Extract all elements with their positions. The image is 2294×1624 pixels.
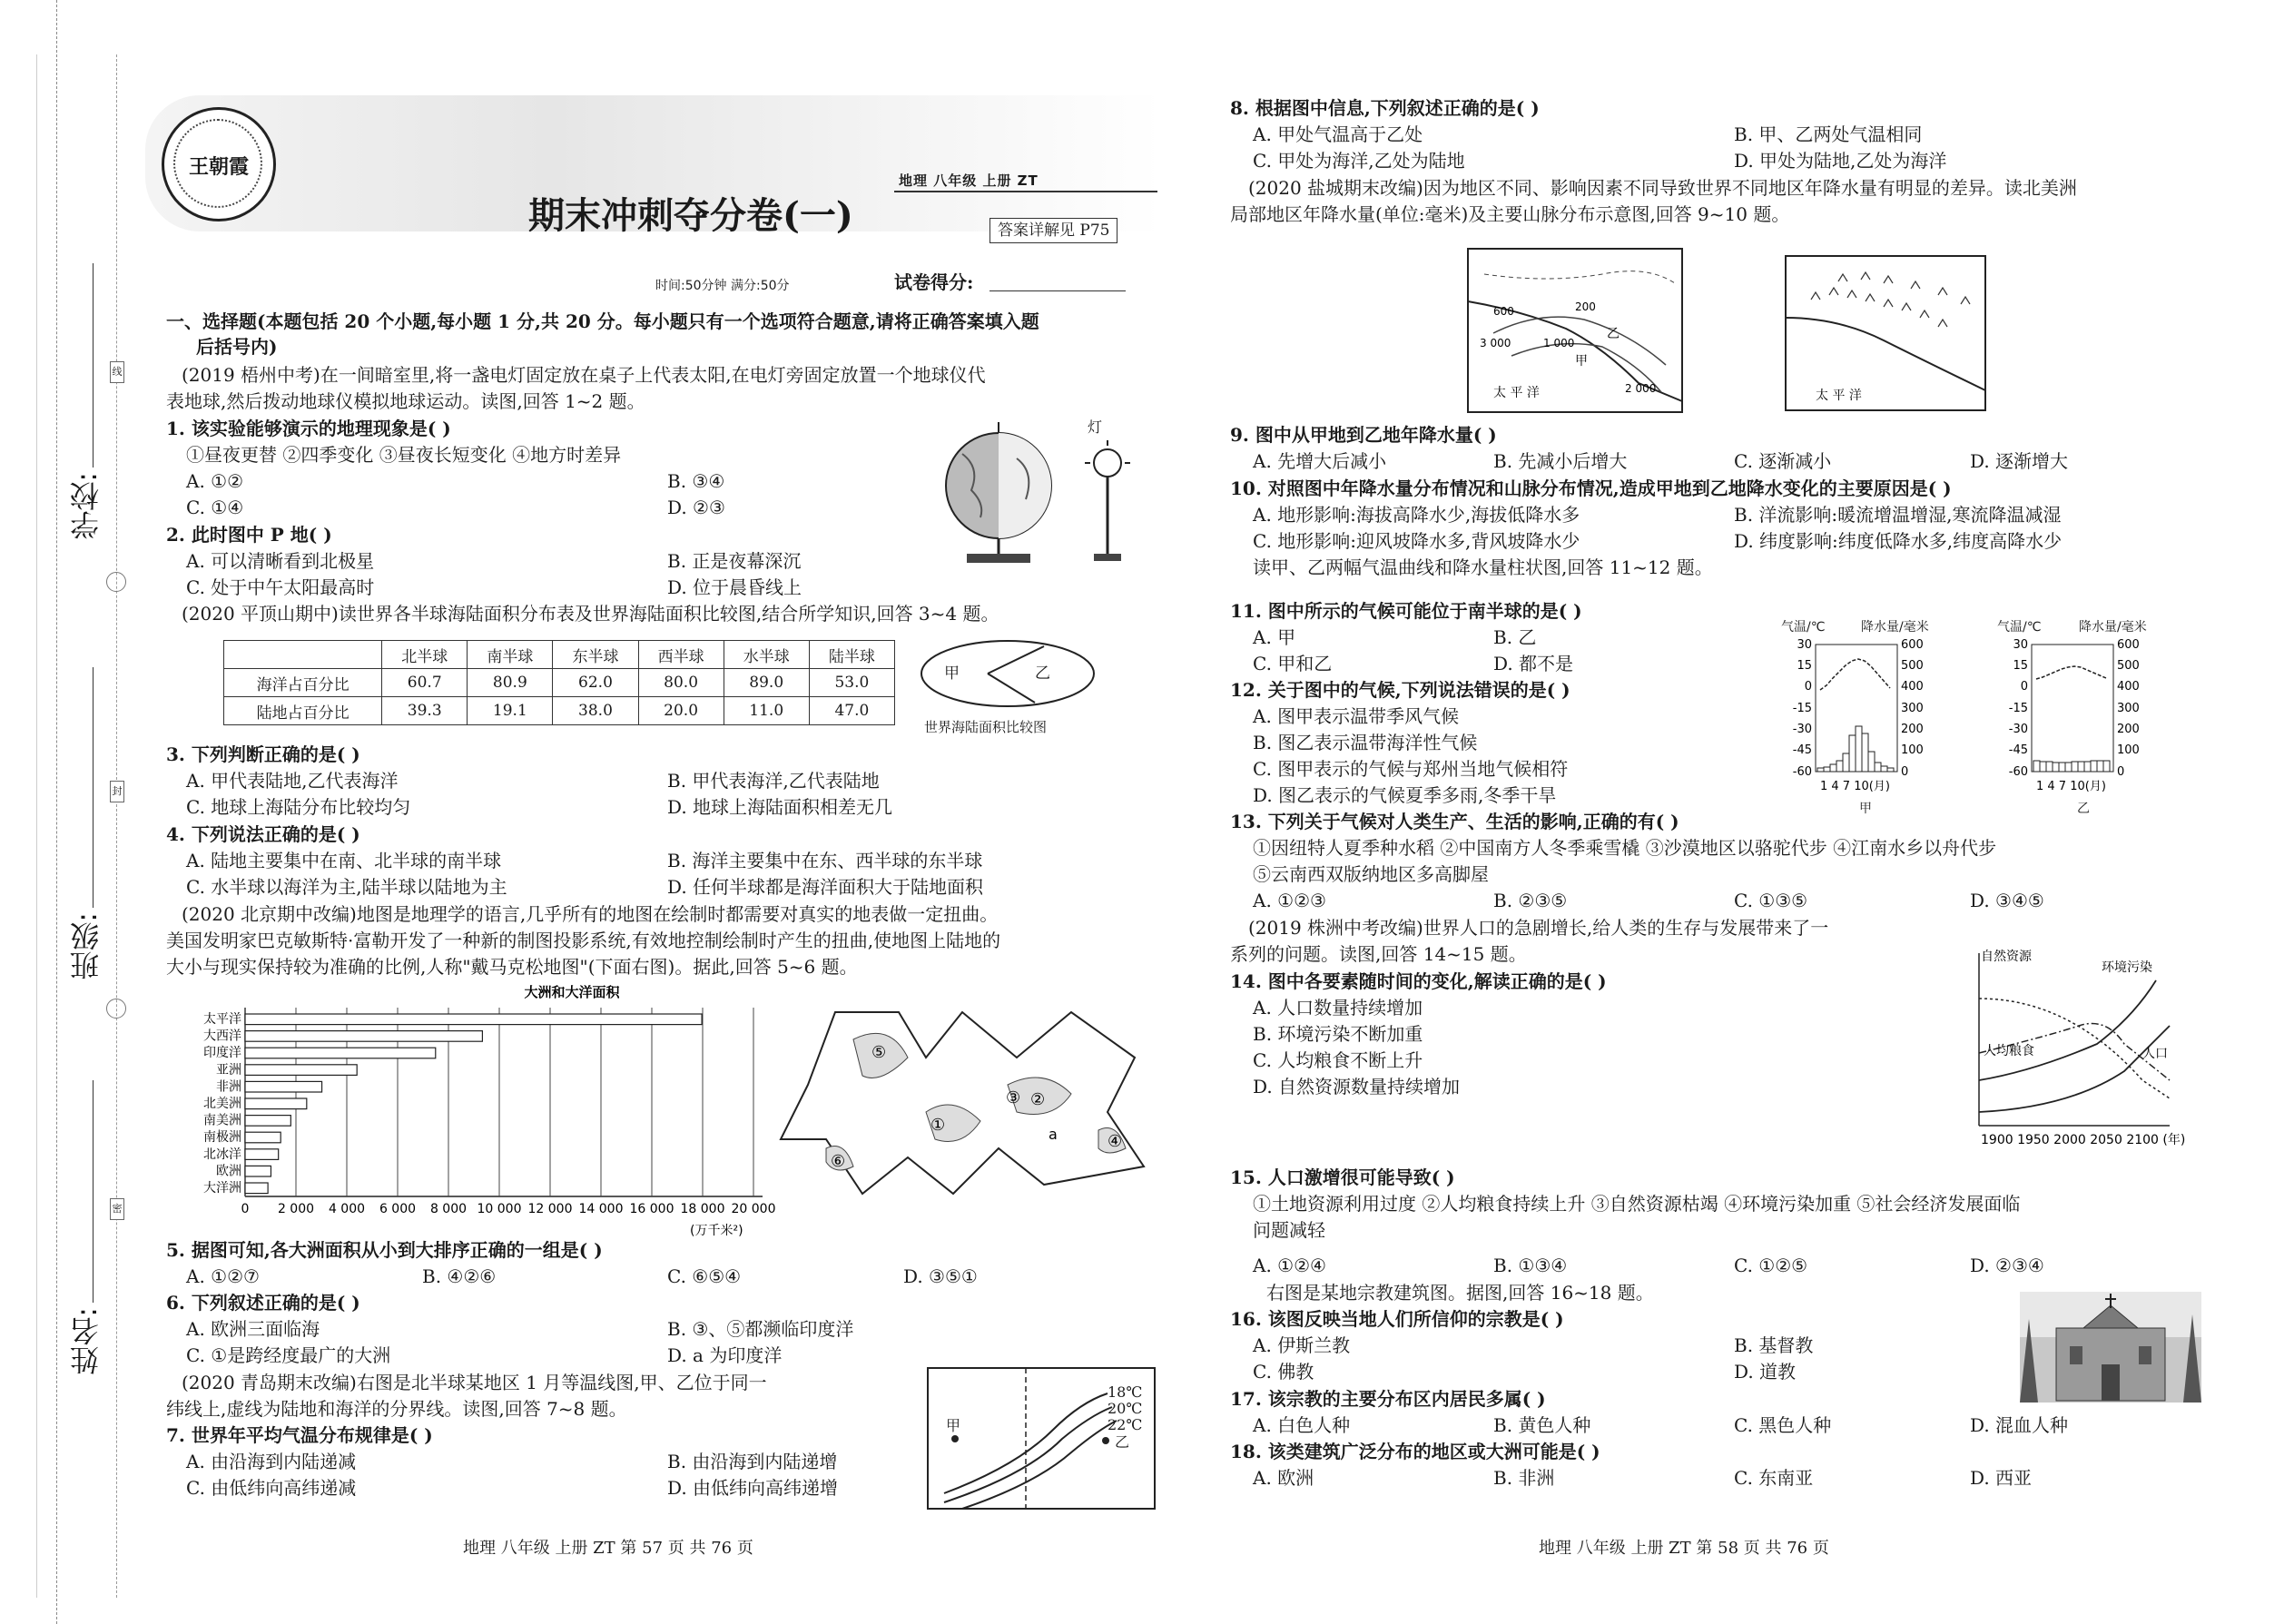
tick: 30 bbox=[2013, 638, 2028, 652]
table-cell bbox=[224, 641, 382, 669]
table-cell: 海洋占百分比 bbox=[224, 669, 382, 697]
seal-box-3: 密 bbox=[110, 1198, 124, 1220]
table-cell: 东半球 bbox=[553, 641, 638, 669]
q13-items-2: ⑤云南西双版纳地区多高脚屋 bbox=[1253, 863, 1489, 885]
q9-option-c[interactable]: C. 逐渐减小 bbox=[1734, 450, 1832, 472]
pie-label-jia: 甲 bbox=[944, 664, 960, 683]
x-tick-label: 2 000 bbox=[277, 1202, 315, 1216]
chart-x-label: (万千米²) bbox=[690, 1224, 743, 1238]
map-label-1: ① bbox=[930, 1116, 946, 1135]
climate-jia-temp-label: 气温/℃ bbox=[1781, 620, 1826, 635]
climate-chart-jia bbox=[1779, 635, 1947, 799]
tick: 500 bbox=[2117, 659, 2140, 673]
iso-200: 200 bbox=[1575, 300, 1596, 313]
iso-1000: 1 000 bbox=[1543, 337, 1575, 349]
map-yi: 乙 bbox=[1607, 327, 1620, 341]
intro-7-8-cont: 纬线上,虚线为陆地和海洋的分界线。读图,回答 7~8 题。 bbox=[166, 1398, 627, 1420]
q14-option-b[interactable]: B. 环境污染不断加重 bbox=[1253, 1023, 1423, 1045]
name-label: 姓名: bbox=[69, 1307, 103, 1375]
table-cell: 11.0 bbox=[724, 697, 809, 725]
mountain-map bbox=[1784, 254, 1988, 413]
q8-option-b[interactable]: B. 甲、乙两处气温相同 bbox=[1734, 123, 1923, 145]
page-title: 期末冲刺夺分卷(一) bbox=[528, 194, 853, 237]
q8-option-c[interactable]: C. 甲处为海洋,乙处为陆地 bbox=[1253, 150, 1465, 172]
q18-option-a[interactable]: A. 欧洲 bbox=[1253, 1467, 1314, 1489]
x-tick-label: 12 000 bbox=[527, 1202, 573, 1216]
q6-option-b[interactable]: B. ③、⑤都濒临印度洋 bbox=[667, 1318, 854, 1340]
section-heading: 一、选择题(本题包括 20 个小题,每小题 1 分,共 20 分。每小题只有一个选项符合题意,请将正确答案填入题 bbox=[166, 310, 1039, 332]
tick: 200 bbox=[1901, 723, 1924, 736]
q7-stem: 7. 世界年平均气温分布规律是( ) bbox=[166, 1424, 433, 1446]
tick: -30 bbox=[1792, 723, 1812, 736]
q1-stem: 1. 该实验能够演示的地理现象是( ) bbox=[166, 418, 451, 439]
school-label: 学校: bbox=[69, 472, 103, 540]
tick: 15 bbox=[2013, 659, 2028, 673]
q15-option-b[interactable]: B. ①③④ bbox=[1493, 1255, 1568, 1276]
q14-stem: 14. 图中各要素随时间的变化,解读正确的是( ) bbox=[1230, 970, 1607, 992]
table-cell: 53.0 bbox=[809, 669, 894, 697]
x-tick-label: 6 000 bbox=[379, 1202, 417, 1216]
tick: 400 bbox=[1901, 680, 1924, 694]
q1-items: ①昼夜更替 ②四季变化 ③昼夜长短变化 ④地方时差异 bbox=[186, 444, 622, 466]
tick: -60 bbox=[2008, 765, 2028, 779]
table-cell: 西半球 bbox=[638, 641, 724, 669]
q3-option-b[interactable]: B. 甲代表海洋,乙代表陆地 bbox=[667, 770, 880, 792]
q4-option-c[interactable]: C. 水半球以海洋为主,陆半球以陆地为主 bbox=[186, 876, 507, 898]
pop-label-food: 人均粮食 bbox=[1984, 1044, 2034, 1058]
tick: -15 bbox=[2008, 702, 2028, 715]
tick: -45 bbox=[2008, 743, 2028, 757]
bar-非洲 bbox=[245, 1081, 322, 1092]
population-chart bbox=[1961, 944, 2210, 1148]
tick: -30 bbox=[2008, 723, 2028, 736]
category-label: 北美洲 bbox=[203, 1097, 241, 1111]
score-field[interactable] bbox=[989, 290, 1126, 291]
intro-9-10: (2020 盐城期末改编)因为地区不同、影响因素不同导致世界不同地区年降水量有明显的差异。读北美洲 bbox=[1248, 177, 2077, 199]
q18-option-d[interactable]: D. 西亚 bbox=[1970, 1467, 2033, 1489]
binding-line bbox=[56, 0, 57, 1624]
table-cell: 20.0 bbox=[638, 697, 724, 725]
q13-stem: 13. 下列关于气候对人类生产、生活的影响,正确的有( ) bbox=[1230, 811, 1679, 832]
q15-stem: 15. 人口激增很可能导致( ) bbox=[1230, 1166, 1455, 1188]
climate-chart-yi bbox=[1995, 635, 2163, 799]
x-tick-label: 18 000 bbox=[680, 1202, 725, 1216]
score-label: 试卷得分: bbox=[894, 271, 974, 293]
q17-option-c[interactable]: C. 黑色人种 bbox=[1734, 1414, 1832, 1436]
bar-南美洲 bbox=[245, 1116, 290, 1127]
map-jia: 甲 bbox=[1575, 354, 1588, 369]
map-label-5: ⑤ bbox=[871, 1043, 887, 1062]
seal-line bbox=[116, 54, 117, 1598]
q11-option-b[interactable]: B. 乙 bbox=[1493, 626, 1537, 648]
church-photo bbox=[2020, 1292, 2201, 1403]
map-label-3: ③ bbox=[1006, 1088, 1021, 1107]
chart-title: 大洲和大洋面积 bbox=[524, 984, 620, 1000]
q18-option-b[interactable]: B. 非洲 bbox=[1493, 1467, 1555, 1489]
table-row bbox=[224, 697, 895, 725]
category-label: 非洲 bbox=[216, 1079, 241, 1095]
x-tick-label: 8 000 bbox=[429, 1202, 468, 1216]
table-header-row bbox=[224, 641, 895, 669]
q5-option-d[interactable]: D. ③⑤① bbox=[903, 1265, 978, 1287]
table-row bbox=[224, 669, 895, 697]
map-ocean-1: 太 平 洋 bbox=[1493, 386, 1540, 400]
x-tick-label: 0 bbox=[241, 1202, 250, 1216]
section-heading-2: 后括号内) bbox=[196, 336, 278, 358]
globe-lamp-figure bbox=[926, 418, 1153, 567]
q1-option-d[interactable]: D. ②③ bbox=[667, 497, 725, 518]
q15-items: ①土地资源利用过度 ②人均粮食持续上升 ③自然资源枯竭 ④环境污染加重 ⑤社会经济发展面临 bbox=[1253, 1193, 2021, 1215]
q5-option-b[interactable]: B. ④②⑥ bbox=[422, 1265, 497, 1287]
q13-items: ①因纽特人夏季种水稻 ②中国南方人冬季乘雪橇 ③沙漠地区以骆驼代步 ④江南水乡以舟代步 bbox=[1253, 837, 1997, 859]
q5-stem: 5. 据图可知,各大洲面积从小到大排序正确的一组是( ) bbox=[166, 1239, 603, 1261]
q10-option-b[interactable]: B. 洋流影响:暖流增温增湿,寒流降温减湿 bbox=[1734, 504, 2062, 526]
intro-5-6-cont2: 大小与现实保持较为准确的比例,人称"戴马克松地图"(下面右图)。据此,回答 5~6 题。 bbox=[166, 956, 858, 978]
bar-北冰洋 bbox=[245, 1149, 279, 1160]
bar-南极洲 bbox=[245, 1132, 281, 1143]
climate-caption-jia: 甲 bbox=[1859, 802, 1872, 816]
q11-option-a[interactable]: A. 甲 bbox=[1253, 626, 1296, 648]
bar-大洋洲 bbox=[245, 1183, 268, 1194]
q5-option-c[interactable]: C. ⑥⑤④ bbox=[667, 1265, 742, 1287]
q2-option-d[interactable]: D. 位于晨昏线上 bbox=[667, 576, 802, 598]
q2-stem: 2. 此时图中 P 地( ) bbox=[166, 524, 332, 546]
isotherm-20: 20℃ bbox=[1108, 1400, 1143, 1417]
x-tick-label: 14 000 bbox=[578, 1202, 624, 1216]
category-label: 太平洋 bbox=[203, 1012, 241, 1027]
category-label: 欧洲 bbox=[216, 1164, 241, 1179]
iso-600: 600 bbox=[1493, 305, 1514, 318]
q7-option-d[interactable]: D. 由低纬向高纬递增 bbox=[667, 1477, 839, 1499]
q3-stem: 3. 下列判断正确的是( ) bbox=[166, 743, 360, 765]
tick: 0 bbox=[1804, 680, 1812, 694]
table-cell: 89.0 bbox=[724, 669, 809, 697]
q16-option-c[interactable]: C. 佛教 bbox=[1253, 1361, 1314, 1383]
q17-option-d[interactable]: D. 混血人种 bbox=[1970, 1414, 2069, 1436]
pie-caption: 世界海陆面积比较图 bbox=[924, 719, 1048, 735]
footer-right: 地理 八年级 上册 ZT 第 58 页 共 76 页 bbox=[1539, 1539, 1829, 1558]
intro-3-4: (2020 平顶山期中)读世界各半球海陆面积分布表及世界海陆面积比较图,结合所学知识,回答 3~4 题。 bbox=[182, 603, 999, 625]
tick: 30 bbox=[1797, 638, 1812, 652]
iso-label-yi: 乙 bbox=[1115, 1433, 1130, 1451]
q15-option-a[interactable]: A. ①②④ bbox=[1253, 1255, 1326, 1276]
category-label: 北冰洋 bbox=[203, 1147, 241, 1162]
month-ticks: 1 4 7 10(月) bbox=[2036, 780, 2106, 793]
category-label: 亚洲 bbox=[216, 1062, 241, 1078]
tick: 0 bbox=[2117, 765, 2125, 779]
intro-1-2: (2019 梧州中考)在一间暗室里,将一盏电灯固定放在桌子上代表太阳,在电灯旁固定放置一个地球仪代 bbox=[182, 364, 986, 386]
q11-option-d[interactable]: D. 都不是 bbox=[1493, 653, 1574, 674]
q4-stem: 4. 下列说法正确的是( ) bbox=[166, 823, 360, 845]
intro-14-15-cont: 系列的问题。读图,回答 14~15 题。 bbox=[1230, 943, 1527, 965]
q7-option-a[interactable]: A. 由沿海到内陆递减 bbox=[186, 1451, 357, 1472]
q1-option-c[interactable]: C. ①④ bbox=[186, 497, 244, 518]
intro-5-6: (2020 北京期中改编)地图是地理学的语言,几乎所有的地图在绘制时都需要对真实的地表做一定扭曲。 bbox=[182, 903, 999, 925]
time-limit: 时间:50分钟 满分:50分 bbox=[655, 279, 790, 293]
q8-stem: 8. 根据图中信息,下列叙述正确的是( ) bbox=[1230, 97, 1540, 119]
climate-caption-yi: 乙 bbox=[2077, 802, 2090, 816]
q16-stem: 16. 该图反映当地人们所信仰的宗教是( ) bbox=[1230, 1308, 1564, 1330]
pop-label-resources: 自然资源 bbox=[1981, 950, 2032, 964]
brand-logo bbox=[162, 107, 276, 221]
intro-7-8: (2020 青岛期末改编)右图是北半球某地区 1 月等温线图,甲、乙位于同一 bbox=[182, 1372, 767, 1393]
q8-option-a[interactable]: A. 甲处气温高于乙处 bbox=[1253, 123, 1423, 145]
q16-option-b[interactable]: B. 基督教 bbox=[1734, 1334, 1814, 1356]
isotherm-18: 18℃ bbox=[1108, 1383, 1143, 1401]
footer-left: 地理 八年级 上册 ZT 第 57 页 共 76 页 bbox=[463, 1539, 753, 1558]
map-label-2: ② bbox=[1030, 1090, 1046, 1109]
q6-option-d[interactable]: D. a 为印度洋 bbox=[667, 1344, 783, 1366]
bar-亚洲 bbox=[245, 1065, 357, 1076]
q5-option-a[interactable]: A. ①②⑦ bbox=[186, 1265, 260, 1287]
q4-option-a[interactable]: A. 陆地主要集中在南、北半球的南半球 bbox=[186, 850, 502, 871]
q10-option-c[interactable]: C. 地形影响:迎风坡降水多,背风坡降水少 bbox=[1253, 530, 1580, 552]
q7-option-c[interactable]: C. 由低纬向高纬递减 bbox=[186, 1477, 357, 1499]
q17-option-b[interactable]: B. 黄色人种 bbox=[1493, 1414, 1591, 1436]
binding-hole-1 bbox=[106, 572, 126, 592]
q6-stem: 6. 下列叙述正确的是( ) bbox=[166, 1292, 360, 1314]
tick: -45 bbox=[1792, 743, 1812, 757]
q13-option-a[interactable]: A. ①②③ bbox=[1253, 890, 1326, 911]
tick: 600 bbox=[1901, 638, 1924, 652]
climate-jia-prec-label: 降水量/毫米 bbox=[1861, 620, 1929, 635]
q4-option-b[interactable]: B. 海洋主要集中在东、西半球的东半球 bbox=[667, 850, 983, 871]
map-ocean-2: 太 平 洋 bbox=[1816, 389, 1862, 403]
intro-16-18: 右图是某地宗教建筑图。据图,回答 16~18 题。 bbox=[1266, 1282, 1654, 1304]
q15-option-d[interactable]: D. ②③④ bbox=[1970, 1255, 2044, 1276]
q12-option-d[interactable]: D. 图乙表示的气候夏季多雨,冬季干旱 bbox=[1253, 784, 1557, 806]
q2-option-b[interactable]: B. 正是夜幕深沉 bbox=[667, 550, 802, 572]
q11-stem: 11. 图中所示的气候可能位于南半球的是( ) bbox=[1230, 600, 1582, 622]
q6-option-a[interactable]: A. 欧洲三面临海 bbox=[186, 1318, 320, 1340]
q15-option-c[interactable]: C. ①②⑤ bbox=[1734, 1255, 1808, 1276]
q17-option-a[interactable]: A. 白色人种 bbox=[1253, 1414, 1351, 1436]
q12-option-c[interactable]: C. 图甲表示的气候与郑州当地气候相符 bbox=[1253, 758, 1569, 780]
q1-option-a[interactable]: A. ①② bbox=[186, 470, 244, 492]
intro-1-2-cont: 表地球,然后拨动地球仪模拟地球运动。读图,回答 1~2 题。 bbox=[166, 390, 645, 412]
q12-option-b[interactable]: B. 图乙表示温带海洋性气候 bbox=[1253, 732, 1478, 753]
tick: 400 bbox=[2117, 680, 2140, 694]
q4-option-d[interactable]: D. 任何半球都是海洋面积大于陆地面积 bbox=[667, 876, 984, 898]
tick: -15 bbox=[1792, 702, 1812, 715]
q13-option-b[interactable]: B. ②③⑤ bbox=[1493, 890, 1568, 911]
q13-option-d[interactable]: D. ③④⑤ bbox=[1970, 890, 2044, 911]
q3-option-a[interactable]: A. 甲代表陆地,乙代表海洋 bbox=[186, 770, 399, 792]
q15-items-2: 问题减轻 bbox=[1253, 1219, 1325, 1241]
table-cell: 陆半球 bbox=[809, 641, 894, 669]
tick: 100 bbox=[2117, 743, 2140, 757]
category-label: 印度洋 bbox=[203, 1046, 241, 1061]
q18-option-c[interactable]: C. 东南亚 bbox=[1734, 1467, 1814, 1489]
name-field[interactable] bbox=[93, 1080, 94, 1303]
iso-label-jia: 甲 bbox=[946, 1417, 961, 1434]
q16-option-d[interactable]: D. 道教 bbox=[1734, 1361, 1797, 1383]
isotherm-22: 22℃ bbox=[1108, 1416, 1143, 1433]
q7-option-b[interactable]: B. 由沿海到内陆递增 bbox=[667, 1451, 838, 1472]
q3-option-c[interactable]: C. 地球上海陆分布比较均匀 bbox=[186, 796, 411, 818]
tick: 500 bbox=[1901, 659, 1924, 673]
tick: 0 bbox=[2020, 680, 2028, 694]
bar-欧洲 bbox=[245, 1166, 271, 1176]
class-field[interactable] bbox=[93, 667, 94, 908]
q13-option-c[interactable]: C. ①③⑤ bbox=[1734, 890, 1808, 911]
q1-option-b[interactable]: B. ③④ bbox=[667, 470, 725, 492]
pop-label-population: 人口 bbox=[2142, 1047, 2168, 1061]
category-label: 大洋洲 bbox=[203, 1181, 241, 1196]
intro-11-12: 读甲、乙两幅气温曲线和降水量柱状图,回答 11~12 题。 bbox=[1253, 556, 1713, 578]
seal-box-2: 封 bbox=[110, 781, 124, 802]
sea-land-table bbox=[223, 640, 895, 725]
q18-stem: 18. 该类建筑广泛分布的地区或大洲可能是( ) bbox=[1230, 1441, 1600, 1462]
seal-box-1: 线 bbox=[110, 361, 124, 383]
category-label: 大西洋 bbox=[203, 1029, 241, 1044]
table-cell: 80.0 bbox=[638, 669, 724, 697]
q6-option-c[interactable]: C. ①是跨经度最广的大洲 bbox=[186, 1344, 391, 1366]
tick: 100 bbox=[1901, 743, 1924, 757]
tick: 15 bbox=[1797, 659, 1812, 673]
q14-option-d[interactable]: D. 自然资源数量持续增加 bbox=[1253, 1076, 1461, 1097]
q9-option-b[interactable]: B. 先减小后增大 bbox=[1493, 450, 1628, 472]
bar-太平洋 bbox=[245, 1014, 702, 1025]
bar-印度洋 bbox=[245, 1048, 436, 1058]
area-bar-chart bbox=[163, 980, 781, 1239]
map-label-6: ⑥ bbox=[831, 1152, 846, 1171]
pie-label-yi: 乙 bbox=[1035, 664, 1050, 683]
q14-option-c[interactable]: C. 人均粮食不断上升 bbox=[1253, 1049, 1423, 1071]
table-cell: 47.0 bbox=[809, 697, 894, 725]
map-label-4: ④ bbox=[1108, 1132, 1123, 1151]
x-tick-label: 10 000 bbox=[477, 1202, 522, 1216]
table-cell: 39.3 bbox=[382, 697, 468, 725]
x-tick-label: 4 000 bbox=[328, 1202, 366, 1216]
climate-yi-prec-label: 降水量/毫米 bbox=[2079, 620, 2147, 635]
q8-option-d[interactable]: D. 甲处为陆地,乙处为海洋 bbox=[1734, 150, 1947, 172]
map-label-a: a bbox=[1049, 1126, 1058, 1143]
q3-option-d[interactable]: D. 地球上海陆面积相差无几 bbox=[667, 796, 893, 818]
tick: 300 bbox=[2117, 702, 2140, 715]
table-cell: 38.0 bbox=[553, 697, 638, 725]
q10-option-a[interactable]: A. 地形影响:海拔高降水少,海拔低降水多 bbox=[1253, 504, 1580, 526]
intro-14-15: (2019 株洲中考改编)世界人口的急剧增长,给人类的生存与发展带来了一 bbox=[1248, 917, 1829, 939]
tick: 0 bbox=[1901, 765, 1909, 779]
x-tick-label: 16 000 bbox=[629, 1202, 674, 1216]
subject-rule bbox=[894, 191, 1157, 192]
q9-option-d[interactable]: D. 逐渐增大 bbox=[1970, 450, 2069, 472]
table-cell: 19.1 bbox=[468, 697, 553, 725]
table-cell: 60.7 bbox=[382, 669, 468, 697]
tick: -60 bbox=[1792, 765, 1812, 779]
brand-name: 王朝霞 bbox=[188, 155, 249, 179]
iso-3000: 3 000 bbox=[1480, 337, 1511, 349]
q2-option-c[interactable]: C. 处于中午太阳最高时 bbox=[186, 576, 375, 598]
q10-stem: 10. 对照图中年降水量分布情况和山脉分布情况,造成甲地到乙地降水变化的主要原因是( ) bbox=[1230, 477, 1952, 499]
q10-option-d[interactable]: D. 纬度影响:纬度低降水多,纬度高降水少 bbox=[1734, 530, 2063, 552]
x-tick-label: 20 000 bbox=[731, 1202, 776, 1216]
dymaxion-map bbox=[772, 1003, 1153, 1203]
q17-stem: 17. 该宗教的主要分布区内居民多属( ) bbox=[1230, 1388, 1546, 1410]
q12-stem: 12. 关于图中的气候,下列说法错误的是( ) bbox=[1230, 679, 1570, 701]
category-label: 南极洲 bbox=[203, 1130, 241, 1146]
table-cell: 北半球 bbox=[382, 641, 468, 669]
intro-5-6-cont: 美国发明家巴克敏斯特·富勒开发了一种新的制图投影系统,有效地控制绘制时产生的扭曲,使地图上陆地的 bbox=[166, 930, 1001, 951]
page-edge bbox=[36, 54, 37, 1598]
climate-yi-temp-label: 气温/℃ bbox=[1997, 620, 2042, 635]
bar-大西洋 bbox=[245, 1031, 482, 1042]
iso-2000: 2 000 bbox=[1625, 382, 1657, 395]
lamp-label: 灯 bbox=[1088, 418, 1103, 436]
month-ticks: 1 4 7 10(月) bbox=[1820, 780, 1890, 793]
q9-option-a[interactable]: A. 先增大后减小 bbox=[1253, 450, 1387, 472]
q16-option-a[interactable]: A. 伊斯兰教 bbox=[1253, 1334, 1351, 1356]
tick: 200 bbox=[2117, 723, 2140, 736]
q2-option-a[interactable]: A. 可以清晰看到北极星 bbox=[186, 550, 375, 572]
table-cell: 水半球 bbox=[724, 641, 809, 669]
table-cell: 陆地占百分比 bbox=[224, 697, 382, 725]
q12-option-a[interactable]: A. 图甲表示温带季风气候 bbox=[1253, 705, 1460, 727]
precip-map bbox=[1466, 247, 1684, 415]
q9-stem: 9. 图中从甲地到乙地年降水量( ) bbox=[1230, 424, 1497, 446]
binding-hole-2 bbox=[106, 999, 126, 1019]
q11-option-c[interactable]: C. 甲和乙 bbox=[1253, 653, 1333, 674]
bar-北美洲 bbox=[245, 1098, 307, 1109]
pop-label-pollution: 环境污染 bbox=[2102, 960, 2152, 975]
intro-9-10-cont: 局部地区年降水量(单位:毫米)及主要山脉分布示意图,回答 9~10 题。 bbox=[1230, 203, 1790, 225]
class-label: 班级: bbox=[69, 912, 103, 980]
table-cell: 南半球 bbox=[468, 641, 553, 669]
school-field[interactable] bbox=[93, 263, 94, 468]
pop-x-ticks: 1900 1950 2000 2050 2100 (年) bbox=[1981, 1133, 2186, 1147]
tick: 600 bbox=[2117, 638, 2140, 652]
q14-option-a[interactable]: A. 人口数量持续增加 bbox=[1253, 997, 1423, 1019]
answer-ref: 答案详解见 P75 bbox=[989, 218, 1117, 243]
table-cell: 80.9 bbox=[468, 669, 553, 697]
category-label: 南美洲 bbox=[203, 1113, 241, 1128]
tick: 300 bbox=[1901, 702, 1924, 715]
subject-tag: 地理 八年级 上册 ZT bbox=[899, 172, 1039, 189]
table-cell: 62.0 bbox=[553, 669, 638, 697]
